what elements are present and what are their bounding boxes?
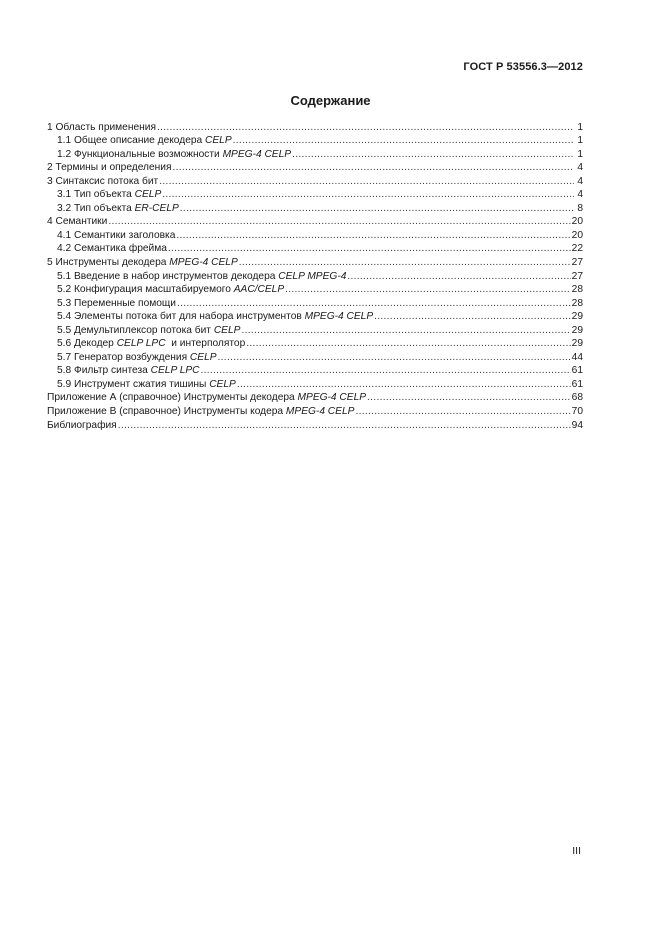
dot-leader [347,271,570,283]
toc-entry-page: 4 [577,162,583,174]
toc-entry-title [57,271,346,283]
toc-entry-page: 28 [571,297,583,309]
toc-entry-term: CELP LPC [150,365,200,377]
toc-entry-page: 94 [571,419,583,431]
toc-entry-title [57,284,284,296]
dot-leader [172,162,574,174]
toc-entry-title [57,243,167,255]
toc-entry-title [57,325,240,337]
toc-entry[interactable] [47,242,583,256]
toc-entry-term: CELP [189,351,217,363]
toc-entry-title [57,379,236,391]
toc-entry-text: Библиография [47,419,117,431]
dot-leader [233,135,574,147]
dot-leader [367,392,571,404]
toc-entry-title [47,176,158,188]
toc-entry-title [47,406,354,418]
toc-entry-title [57,189,161,201]
toc-entry[interactable] [47,323,583,337]
page-number: III [572,845,581,857]
toc-entry-page: 27 [571,257,583,269]
toc-entry[interactable] [47,161,583,175]
toc-entry[interactable] [47,391,583,405]
toc-entry-text: 1 Область применения [47,121,156,133]
toc-entry-text: 4.2 Семантика фрейма [57,243,167,255]
dot-leader [176,230,570,242]
toc-entry-text: 5.4 Элементы потока бит для набора инструментов [57,311,305,323]
toc-entry-text: 3.1 Тип объекта [57,189,135,201]
toc-entry-term: CELP [134,189,162,201]
dot-leader [374,311,571,323]
toc-entry-page: 4 [577,175,583,187]
toc-entry-page: 27 [571,270,583,282]
toc-entry-term: AAC/CELP [233,284,285,296]
toc-entry-text: 5.7 Генератор возбуждения [57,351,190,363]
dot-leader [241,325,570,337]
toc-entry-text: 4.1 Семантики заголовка [57,229,176,241]
toc-entry-text: 5.9 Инструмент сжатия тишины [57,378,210,390]
toc-entry-page: 1 [577,148,583,160]
toc-entry[interactable] [47,364,583,378]
table-of-contents [47,120,583,432]
dot-leader [157,122,574,134]
toc-entry-term: CELP [205,135,232,147]
toc-entry-text: 4 Семантики [47,216,108,228]
toc-entry-text: 5.3 Переменные помощи [57,297,176,309]
toc-entry-page: 22 [571,243,583,255]
dot-leader [180,203,574,215]
toc-entry[interactable] [47,350,583,364]
toc-entry-page: 61 [571,378,583,390]
toc-entry[interactable] [47,147,583,161]
toc-entry-title [47,392,366,404]
toc-entry[interactable] [47,215,583,229]
dot-leader [168,243,571,255]
toc-entry-page: 8 [577,202,583,214]
toc-entry-text: 5.1 Введение в набор инструментов декодера [57,270,279,282]
toc-entry-title [57,149,291,161]
toc-entry-term: CELP [213,324,241,336]
toc-entry-term: MPEG-4 CELP [297,392,367,404]
toc-entry[interactable] [47,269,583,283]
dot-leader [239,257,571,269]
toc-entry[interactable] [47,120,583,134]
dot-leader [159,176,574,188]
toc-entry[interactable] [47,228,583,242]
toc-entry-text-suffix: и интерполятор [165,338,246,350]
toc-entry-page: 44 [571,351,583,363]
page-title: Содержание [290,93,371,108]
toc-entry-page: 20 [571,216,583,228]
dot-leader [118,420,571,432]
toc-entry-text: 5.8 Фильтр синтеза [57,365,151,377]
toc-entry-title [47,216,107,228]
dot-leader [285,284,571,296]
toc-entry-page: 1 [577,135,583,147]
toc-entry-text: Приложение В (справочное) Инструменты кодера [47,406,286,418]
toc-entry-term: ER-CELP [134,202,179,214]
dot-leader [201,365,571,377]
toc-entry[interactable] [47,174,583,188]
toc-entry-page: 29 [571,338,583,350]
toc-entry-title [57,338,245,350]
toc-entry-page: 68 [571,392,583,404]
toc-entry[interactable] [47,134,583,148]
dot-leader [292,149,574,161]
toc-entry-title [57,298,176,310]
toc-entry-text: 3.2 Тип объекта [57,202,135,214]
toc-entry-term: CELP MPEG-4 [278,270,347,282]
toc-entry-text: 1.1 Общее описание декодера [57,135,206,147]
toc-entry-text: 2 Термины и определения [47,162,172,174]
toc-entry[interactable] [47,377,583,391]
toc-entry-title [57,352,217,364]
toc-entry-page: 28 [571,284,583,296]
toc-entry-page: 70 [571,406,583,418]
toc-entry-term: MPEG-4 CELP [169,257,238,269]
toc-entry-text: 5 Инструменты декодера [47,257,170,269]
toc-entry-text: 5.2 Конфигурация масштабируемого [57,284,234,296]
toc-entry[interactable] [47,310,583,324]
toc-entry-term: CELP LPC [116,338,166,350]
toc-entry-term: MPEG-4 CELP [304,311,374,323]
toc-entry-term: MPEG-4 CELP [285,406,355,418]
dot-leader [218,352,571,364]
toc-entry[interactable] [47,201,583,215]
toc-entry-title [47,122,156,134]
dot-leader [237,379,571,391]
toc-entry[interactable] [47,418,583,432]
toc-entry[interactable] [47,296,583,310]
toc-entry[interactable] [47,255,583,269]
toc-entry-title [57,365,200,377]
dot-leader [246,338,570,350]
toc-entry-page: 61 [571,365,583,377]
toc-entry-title [57,135,232,147]
toc-entry-text: 5.6 Декодер [57,338,117,350]
toc-entry-page: 1 [577,121,583,133]
toc-entry-title [57,230,175,242]
toc-entry[interactable] [47,188,583,202]
dot-leader [162,189,574,201]
dot-leader [108,216,570,228]
toc-entry-title [47,162,171,174]
toc-entry[interactable] [47,404,583,418]
dot-leader [355,406,570,418]
document-header: ГОСТ Р 53556.3—2012 [463,61,583,73]
toc-entry-title [57,203,179,215]
toc-entry-term: CELP [209,378,236,390]
toc-entry[interactable] [47,337,583,351]
toc-entry-page: 4 [577,189,583,201]
toc-entry-text: 5.5 Демультиплексор потока бит [57,324,214,336]
toc-entry-page: 29 [571,311,583,323]
toc-entry-term: MPEG-4 CELP [222,148,292,160]
toc-entry-page: 20 [571,229,583,241]
toc-entry-text: 1.2 Функциональные возможности [57,148,223,160]
toc-entry-title [47,420,117,432]
toc-entry-text: 3 Синтаксис потока бит [47,175,159,187]
toc-entry-title [47,257,238,269]
toc-entry[interactable] [47,283,583,297]
toc-entry-text: Приложение А (справочное) Инструменты декодера [47,392,298,404]
dot-leader [177,298,571,310]
toc-entry-page: 29 [571,324,583,336]
toc-entry-title [57,311,373,323]
